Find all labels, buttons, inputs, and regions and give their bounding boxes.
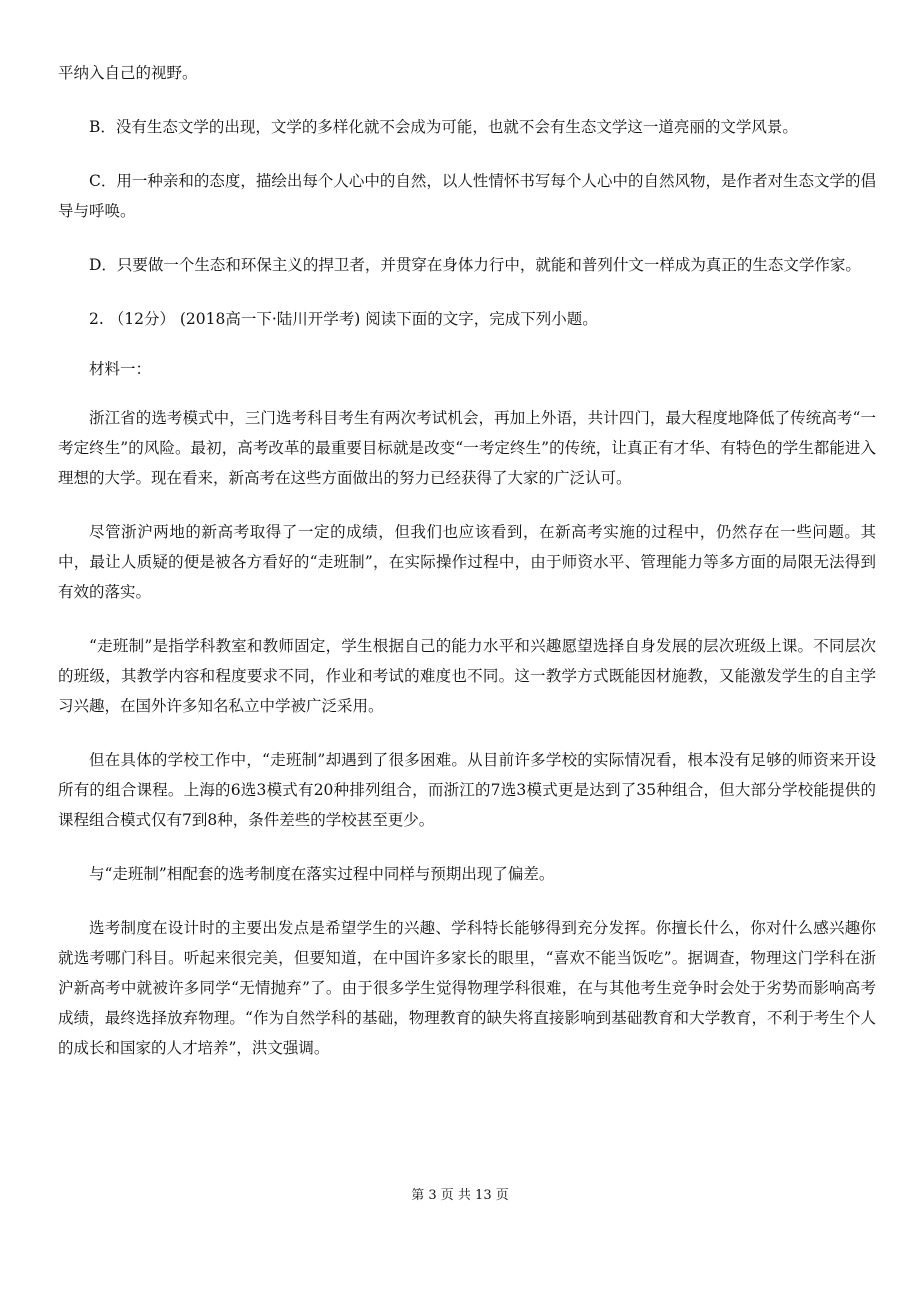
material-paragraph: 尽管浙沪两地的新高考取得了一定的成绩，但我们也应该看到，在新高考实施的过程中，仍然存在一些问题。其中，最让人质疑的便是被各方看好的“走班制”，在实际操作过程中，由于师资水平、管理能力等多方面的局限无法得到有效的落实。	[58, 523, 876, 601]
document-body	[58, 58, 876, 1063]
option-c: C．用一种亲和的态度，描绘出每个人心中的自然，以人性情怀书写每个人心中的自然风物，是作者对生态文学的倡导与呼唤。	[58, 172, 876, 220]
paragraph-continuation: 平纳入自己的视野。	[58, 64, 198, 82]
material-paragraph: 但在具体的学校工作中，“走班制”却遇到了很多困难。从目前许多学校的实际情况看，根本没有足够的师资来开设所有的组合课程。上海的6选3模式有20种排列组合，而浙江的7选3模式更是达到了35种组合，但大部分学校能提供的课程组合模式仅有7到8种，条件差些的学校甚至更少。	[58, 751, 876, 829]
option-d: D．只要做一个生态和环保主义的捍卫者，并贯穿在身体力行中，就能和普列什文一样成为真正的生态文学作家。	[89, 256, 861, 274]
material-paragraph: 与“走班制”相配套的选考制度在落实过程中同样与预期出现了偏差。	[89, 865, 555, 883]
option-b: B．没有生态文学的出现，文学的多样化就不会成为可能，也就不会有生态文学这一道亮丽的文学风景。	[89, 118, 798, 136]
question-2-heading: 2. （12分） (2018高一下·陆川开学考) 阅读下面的文字，完成下列小题。	[89, 310, 598, 328]
material-paragraph: 选考制度在设计时的主要出发点是希望学生的兴趣、学科特长能够得到充分发挥。你擅长什么，你对什么感兴趣你就选考哪门科目。听起来很完美，但要知道，在中国许多家长的眼里，“喜欢不能当饭吃”。据调查，物理这门学科在浙沪新高考中就被许多同学“无情抛弃”了。由于很多学生觉得物理学科很难，在与其他考生竞争时会处于劣势而影响高考成绩，最终选择放弃物理。“作为自然学科的基础，物理教育的缺失将直接影响到基础教育和大学教育，不利于考生个人的成长和国家的人才培养”，洪文强调。	[58, 919, 876, 1057]
material-one-label: 材料一：	[89, 360, 152, 378]
page-number-footer: 第 3 页 共 13 页	[411, 1188, 509, 1203]
material-paragraph: “走班制”是指学科教室和教师固定，学生根据自己的能力水平和兴趣愿望选择自身发展的层次班级上课。不同层次的班级，其教学内容和程度要求不同，作业和考试的难度也不同。这一教学方式既能因材施教，又能激发学生的自主学习兴趣，在国外许多知名私立中学被广泛采用。	[58, 637, 876, 715]
material-paragraph: 浙江省的选考模式中，三门选考科目考生有两次考试机会，再加上外语，共计四门，最大程度地降低了传统高考“一考定终生”的风险。最初，高考改革的最重要目标就是改变“一考定终生”的传统，让真正有才华、有特色的学生都能进入理想的大学。现在看来，新高考在这些方面做出的努力已经获得了大家的广泛认可。	[58, 409, 876, 487]
